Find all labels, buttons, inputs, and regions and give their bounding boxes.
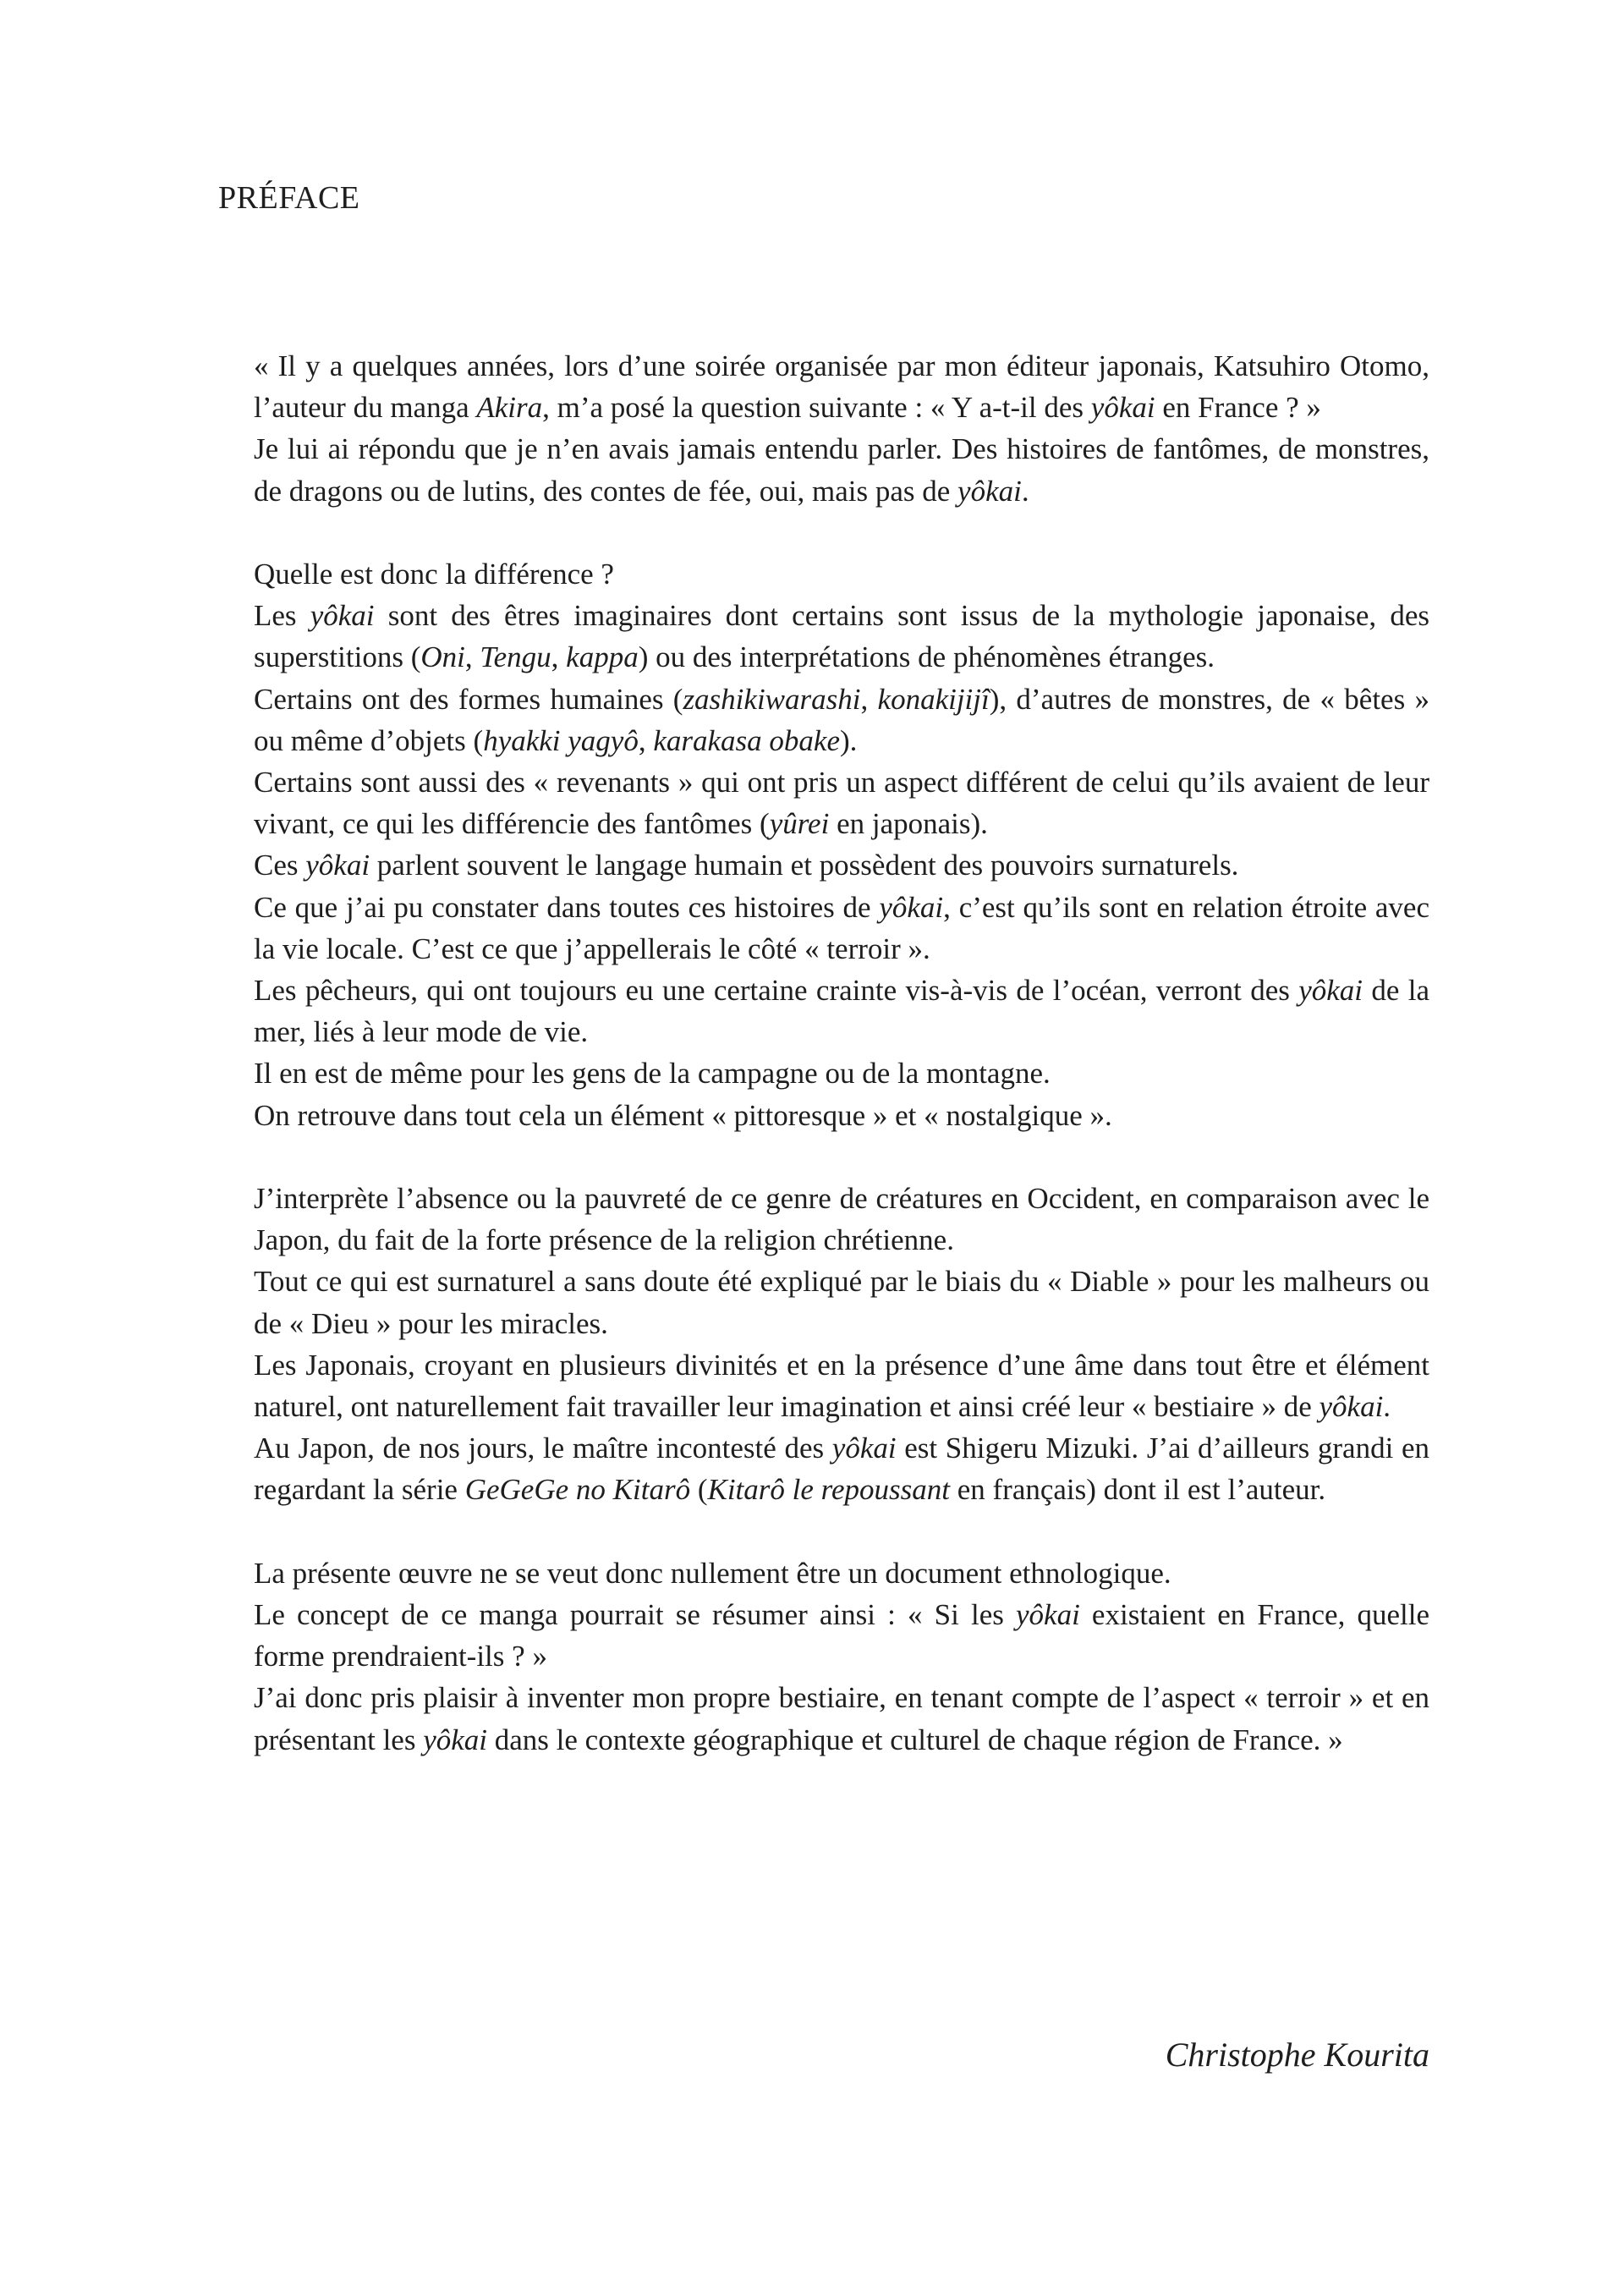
- paragraph: Les Japonais, croyant en plusieurs divinités et en la présence d’une âme dans tout être et élément naturel, ont naturellement fait travailler leur imagination et ainsi créé leur « bestiaire » de yôkai.: [254, 1348, 1429, 1424]
- paragraph: Quelle est donc la différence ?: [254, 558, 614, 591]
- italic-term: Kitarô le repoussant: [707, 1473, 950, 1507]
- paragraph: Au Japon, de nos jours, le maître incontesté des yôkai est Shigeru Mizuki. J’ai d’ailleurs grandi en regardant la série GeGeGe no Kitarô (Kitarô le repoussant en français) dont il est l’auteur.: [254, 1431, 1429, 1507]
- paragraph: Les pêcheurs, qui ont toujours eu une certaine crainte vis-à-vis de l’océan, verront des yôkai de la mer, liés à leur mode de vie.: [254, 974, 1429, 1049]
- preface-body: [254, 345, 1429, 1761]
- italic-term: zashikiwarashi: [683, 682, 861, 716]
- italic-term: yôkai: [305, 849, 370, 882]
- paragraph: J’interprète l’absence ou la pauvreté de ce genre de créatures en Occident, en comparaison avec le Japon, du fait de la forte présence de la religion chrétienne.: [254, 1182, 1429, 1257]
- italic-term: yôkai: [310, 599, 375, 633]
- page-title: PRÉFACE: [218, 180, 360, 216]
- paragraph-gap: [254, 512, 1429, 553]
- paragraph-gap: [254, 1136, 1429, 1178]
- paragraph: « Il y a quelques années, lors d’une soirée organisée par mon éditeur japonais, Katsuhiro Otomo, l’auteur du manga Akira, m’a posé la question suivante : « Y a-t-il des yôkai en France ? »: [254, 349, 1429, 425]
- paragraph: Certains sont aussi des « revenants » qui ont pris un aspect différent de celui qu’ils avaient de leur vivant, ce qui les différencie des fantômes (yûrei en japonais).: [254, 766, 1429, 841]
- paragraph: Tout ce qui est surnaturel a sans doute été expliqué par le biais du « Diable » pour les malheurs ou de « Dieu » pour les miracles.: [254, 1265, 1429, 1340]
- paragraph: Certains ont des formes humaines (zashikiwarashi, konakijijî), d’autres de monstres, de « bêtes » ou même d’objets (hyakki yagyô, karakasa obake).: [254, 682, 1429, 757]
- italic-term: yôkai: [1319, 1390, 1384, 1424]
- paragraph: Il en est de même pour les gens de la campagne ou de la montagne.: [254, 1057, 1051, 1091]
- italic-term: Akira: [476, 391, 543, 425]
- paragraph: La présente œuvre ne se veut donc nullement être un document ethnologique.: [254, 1556, 1171, 1590]
- paragraph: Le concept de ce manga pourrait se résumer ainsi : « Si les yôkai existaient en France, quelle forme prendraient-ils ? »: [254, 1598, 1429, 1673]
- italic-term: GeGeGe no Kitarô: [464, 1473, 691, 1507]
- italic-term: hyakki yagyô: [483, 723, 639, 757]
- paragraph: On retrouve dans tout cela un élément « pittoresque » et « nostalgique ».: [254, 1098, 1112, 1132]
- italic-term: konakijijî: [877, 682, 990, 716]
- italic-term: yôkai: [1090, 391, 1155, 425]
- paragraph: Je lui ai répondu que je n’en avais jamais entendu parler. Des histoires de fantômes, de monstres, de dragons ou de lutins, des contes de fée, oui, mais pas de yôkai.: [254, 432, 1429, 508]
- paragraph: Les yôkai sont des êtres imaginaires dont certains sont issus de la mythologie japonaise, des superstitions (Oni, Tengu, kappa) ou des interprétations de phénomènes étranges.: [254, 599, 1429, 674]
- italic-term: yôkai: [831, 1431, 897, 1465]
- paragraph: Ces yôkai parlent souvent le langage humain et possèdent des pouvoirs surnaturels.: [254, 849, 1239, 882]
- author-signature: Christophe Kourita: [1165, 2036, 1429, 2074]
- italic-term: karakasa obake: [653, 723, 840, 757]
- italic-term: yôkai: [1298, 974, 1363, 1008]
- italic-term: kappa: [566, 640, 639, 674]
- paragraph-gap: [254, 1511, 1429, 1552]
- paragraph: Ce que j’ai pu constater dans toutes ces histoires de yôkai, c’est qu’ils sont en relation étroite avec la vie locale. C’est ce que j’appellerais le côté « terroir ».: [254, 890, 1429, 965]
- italic-term: Oni: [420, 640, 465, 674]
- italic-term: yôkai: [423, 1723, 488, 1756]
- italic-term: yûrei: [769, 807, 830, 841]
- italic-term: yôkai: [957, 474, 1022, 508]
- italic-term: yôkai: [879, 890, 944, 924]
- italic-term: Tengu: [480, 640, 551, 674]
- italic-term: yôkai: [1016, 1598, 1080, 1632]
- paragraph: J’ai donc pris plaisir à inventer mon propre bestiaire, en tenant compte de l’aspect « terroir » et en présentant les yôkai dans le contexte géographique et culturel de chaque région de France. »: [254, 1681, 1429, 1756]
